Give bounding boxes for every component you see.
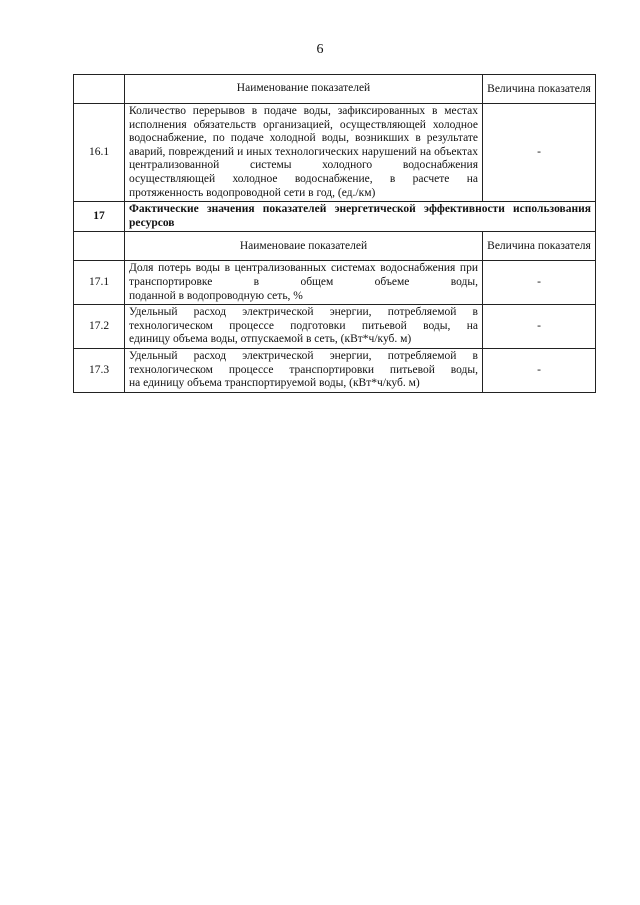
table-row (74, 305, 596, 349)
row-number: 17.2 (74, 305, 125, 349)
row-value: - (483, 348, 596, 392)
row-value: - (483, 305, 596, 349)
table-row (74, 104, 596, 202)
section-number: 17 (74, 202, 125, 232)
row-text-last-line: протяженность водопроводной сети в год, (ед./км) (129, 186, 376, 199)
section-title: Фактические значения показателей энергетической эффективности использования ресурсов (125, 202, 596, 232)
row-text (125, 305, 483, 349)
header-name-cell: Наименование показателей (125, 75, 483, 104)
row-text-main: Удельный расход электрической энергии, потребляемой в технологическом процессе транспортировки питьевой воды, (129, 349, 478, 376)
row-number: 17.1 (74, 261, 125, 305)
indicators-table (73, 74, 596, 393)
table-row (74, 348, 596, 392)
row-text-main: Количество перерывов в подаче воды, зафиксированных в местах исполнения обязательств организацией, осуществляющей холодное водоснабжение, по подаче холодной воды, возникших в результате аварий, повреждений и иных технологических нарушений на объектах централизованной системы холодного водоснабжения осуществляющей холодное водоснабжение, в расчете на (129, 105, 478, 185)
header-num-cell (74, 75, 125, 104)
row-number: 17.3 (74, 348, 125, 392)
row-value: - (483, 261, 596, 305)
row-text (125, 104, 483, 202)
row-text-last-line: единицу объема воды, отпускаемой в сеть, (кВт*ч/куб. м) (129, 333, 412, 346)
row-number: 16.1 (74, 104, 125, 202)
page-number: 6 (316, 42, 324, 57)
header-num-cell (74, 232, 125, 261)
header-name-cell: Наименоваие показателей (125, 232, 483, 261)
row-text-last-line: на единицу объема транспортируемой воды, (кВт*ч/куб. м) (129, 377, 420, 390)
row-text-main: Доля потерь воды в централизованных системах водоснабжения при транспортировке в общем объеме воды, (129, 262, 478, 288)
table-header-row (74, 232, 596, 261)
row-text-main: Удельный расход электрической энергии, потребляемой в технологическом процессе подготовки питьевой воды, на (129, 306, 478, 332)
table-row (74, 261, 596, 305)
section-row (74, 202, 596, 232)
row-text (125, 261, 483, 305)
row-text-last-line: поданной в водопроводную сеть, % (129, 289, 303, 302)
header-value-cell: Величина показателя (483, 232, 596, 261)
row-value: - (483, 104, 596, 202)
header-value-cell: Величина показателя (483, 75, 596, 104)
row-text (125, 348, 483, 392)
table-header-row (74, 75, 596, 104)
